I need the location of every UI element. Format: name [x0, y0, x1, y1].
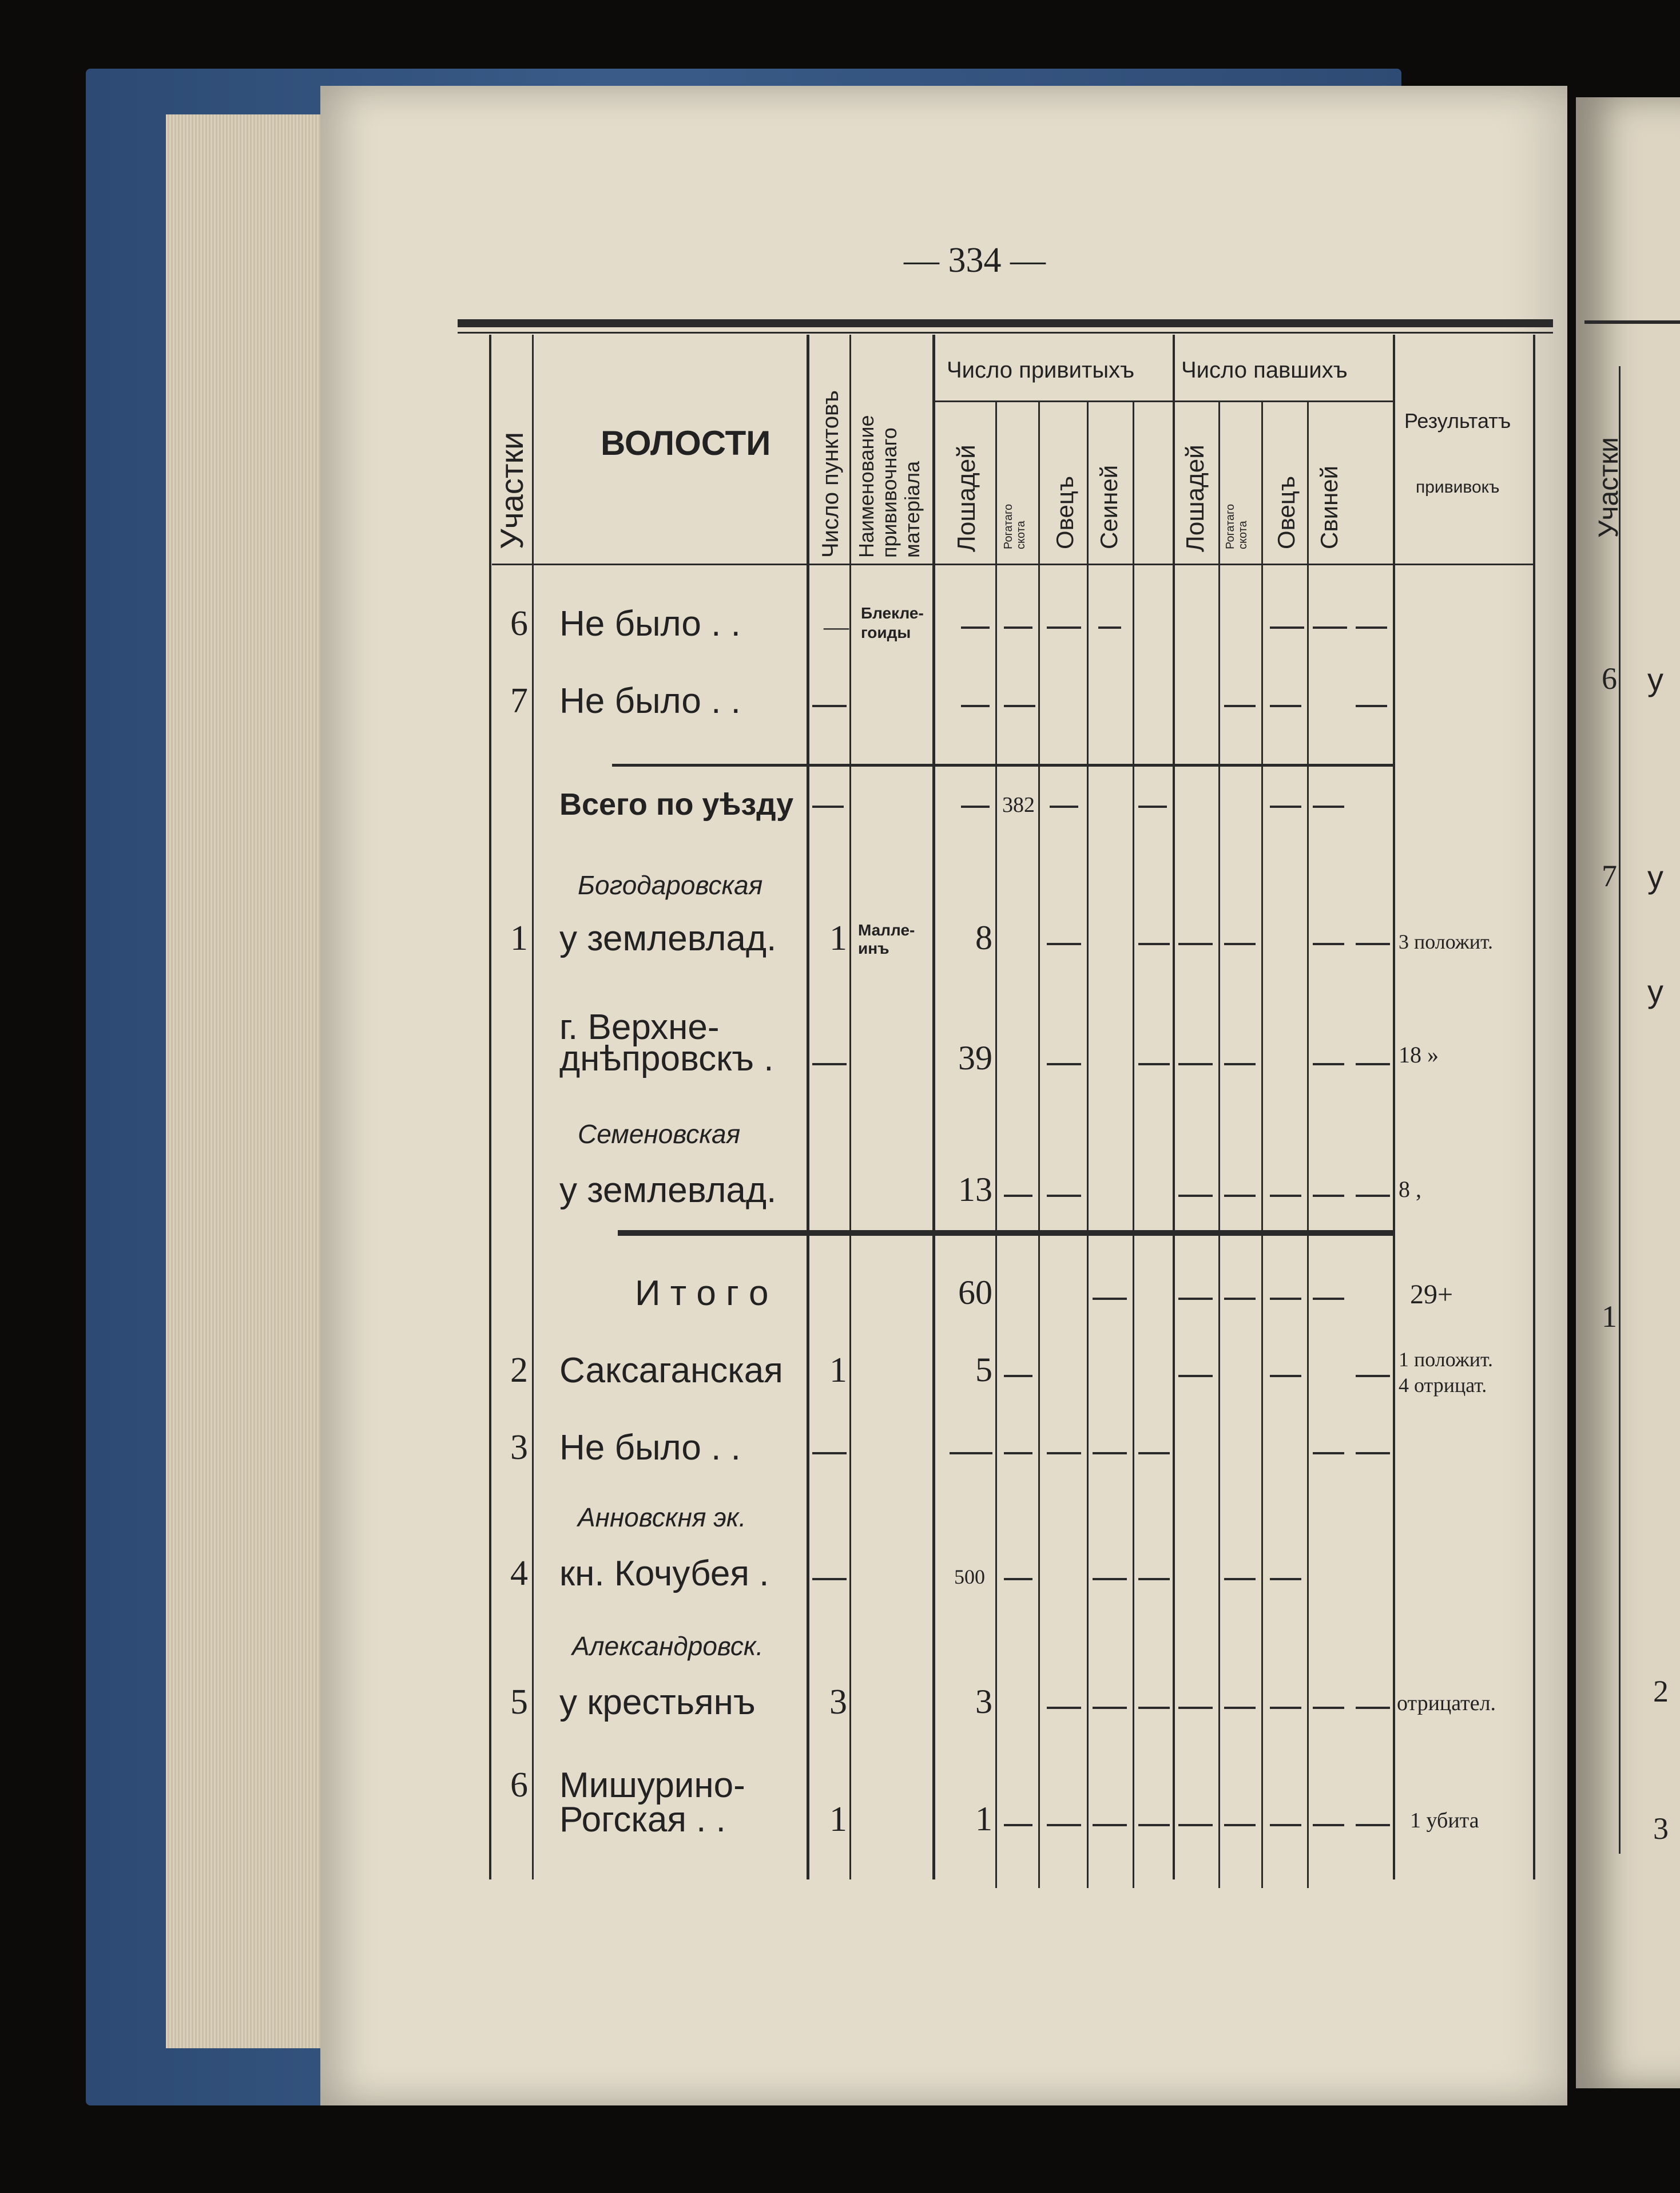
vline-group	[1173, 335, 1175, 1879]
dash	[1356, 705, 1387, 707]
next-page-header: Участки	[1594, 437, 1624, 538]
dash	[1356, 1707, 1390, 1709]
vline-names	[807, 335, 809, 1879]
table-top-rule	[458, 319, 1553, 327]
header-p-loshadey: Лошадей	[1181, 445, 1209, 552]
row1-material: Блекле- гоиды	[861, 604, 924, 641]
header-volosti: ВОЛОСТИ	[601, 424, 771, 462]
dash	[1093, 1824, 1127, 1826]
next-r2: 7	[1602, 859, 1617, 893]
row2-name: Не было . .	[559, 681, 741, 721]
hline-privitykh	[935, 400, 1393, 402]
row4-losh: 8	[975, 919, 992, 957]
dash	[1313, 1707, 1344, 1709]
dash	[1356, 626, 1387, 629]
dash	[1138, 1578, 1170, 1580]
dash	[1270, 705, 1301, 707]
dash	[1047, 1452, 1081, 1454]
dash	[1093, 1578, 1127, 1580]
dash	[1270, 1707, 1301, 1709]
dash	[1270, 1298, 1301, 1300]
next-r4: 1	[1602, 1299, 1617, 1334]
dash	[1047, 626, 1081, 629]
dash	[1138, 943, 1170, 945]
row4-material: Малле- инъ	[858, 921, 915, 957]
vline-losh	[995, 400, 997, 1888]
row8-punkt: 1	[829, 1351, 847, 1390]
dash	[1093, 1452, 1127, 1454]
row5-name2: днѣпровскъ .	[559, 1039, 774, 1078]
dash	[1224, 1063, 1256, 1065]
row6-result: 8 ,	[1399, 1176, 1421, 1202]
dash	[1356, 1375, 1390, 1377]
row8-uch: 2	[510, 1351, 528, 1390]
row4-result: 3 положит.	[1399, 930, 1494, 953]
dash	[1224, 943, 1256, 945]
vline-p-rog	[1218, 400, 1220, 1888]
header-pavshikh: Число павшихъ	[1181, 358, 1348, 383]
row11-losh: 3	[975, 1683, 992, 1720]
dash	[1138, 806, 1167, 808]
row12-result: 1 убита	[1410, 1809, 1479, 1833]
row7-result: 29+	[1410, 1279, 1453, 1310]
row11-result: отрицател.	[1397, 1691, 1496, 1715]
row12-name2: Рогская . .	[559, 1800, 726, 1839]
row9-uch: 3	[510, 1428, 528, 1467]
dash	[1356, 1063, 1390, 1065]
dash	[1313, 1063, 1344, 1065]
row4-punkt: 1	[829, 919, 847, 958]
header-privivok: прививокъ	[1416, 478, 1500, 497]
vline-result	[1393, 335, 1395, 1879]
dash	[1098, 626, 1121, 629]
header-uchastki: Участки	[494, 431, 530, 549]
vline-sviney	[1133, 400, 1134, 1888]
header-rezultat: Результатъ	[1404, 409, 1511, 433]
next-page-rule	[1584, 320, 1680, 324]
row10-uch: 4	[510, 1554, 528, 1593]
page-number: — 334 —	[904, 241, 1046, 280]
dash	[1356, 943, 1390, 945]
dash	[1224, 1195, 1256, 1197]
next-r6: 3	[1653, 1811, 1669, 1846]
dash	[1313, 1298, 1344, 1300]
dash	[1178, 1824, 1213, 1826]
next-page-edge	[1576, 97, 1680, 2088]
header-p-sviney: Свиней	[1316, 465, 1343, 549]
row5-result: 18 »	[1399, 1042, 1439, 1068]
row6-losh: 13	[958, 1171, 992, 1208]
dash	[1356, 1824, 1390, 1826]
row3-name: Всего по уѣзду	[559, 787, 794, 822]
row8-name: Саксаганская	[559, 1351, 783, 1390]
row1-punkt: —	[824, 613, 849, 641]
dash	[1313, 1452, 1344, 1454]
dash	[1004, 1195, 1032, 1197]
dash	[1004, 1824, 1032, 1826]
dash	[1138, 1063, 1170, 1065]
next-r1: 6	[1602, 661, 1617, 696]
dash	[1178, 1195, 1213, 1197]
dash	[1138, 1452, 1170, 1454]
dash	[812, 705, 847, 707]
header-chislo-punktov: Число пунктовъ	[818, 390, 843, 558]
dash	[1004, 705, 1035, 707]
dash	[1138, 1707, 1170, 1709]
vline-p-ovets	[1261, 400, 1263, 1888]
row7-name: И т о г о	[635, 1274, 769, 1313]
row12-name1: Мишурино-	[559, 1766, 745, 1805]
dash	[961, 806, 990, 808]
dash	[1356, 1195, 1390, 1197]
row11-punkt: 3	[829, 1683, 847, 1722]
dash	[1047, 1195, 1081, 1197]
dash	[1224, 1298, 1256, 1300]
row5-losh: 39	[958, 1039, 992, 1077]
dash	[961, 626, 990, 629]
dash	[1093, 1707, 1127, 1709]
next-r5: 2	[1653, 1674, 1669, 1708]
dash	[1313, 806, 1344, 808]
dash	[1047, 943, 1081, 945]
dash	[961, 705, 990, 707]
dash	[1270, 626, 1304, 629]
vline-punkt	[849, 335, 851, 1879]
vline-right	[1533, 335, 1535, 1879]
table-top-rule-thin	[458, 332, 1553, 334]
dash	[1047, 1824, 1081, 1826]
dash	[1224, 1707, 1256, 1709]
row6-subtitle: Семеновская	[578, 1119, 741, 1149]
dash	[1270, 1375, 1301, 1377]
header-sviney-privitykh: Сеиней	[1095, 465, 1122, 549]
dash	[1178, 1063, 1213, 1065]
row9-name: Не было . .	[559, 1428, 741, 1468]
vline-ovets	[1087, 400, 1089, 1888]
dash	[812, 806, 844, 808]
next-page-vline	[1619, 366, 1621, 1854]
row10-name: кн. Кочубея .	[559, 1554, 769, 1593]
dash	[950, 1452, 992, 1454]
book-page	[320, 86, 1567, 2105]
dash	[1093, 1298, 1127, 1300]
dash	[1004, 626, 1032, 629]
page-edges	[166, 114, 337, 2048]
total-rule	[618, 1230, 1393, 1236]
row12-uch: 6	[510, 1766, 528, 1805]
row2-uch: 7	[510, 681, 528, 720]
dash	[1178, 1375, 1213, 1377]
dash	[812, 1578, 847, 1580]
dash	[1047, 1063, 1081, 1065]
dash	[1050, 806, 1078, 808]
dash	[1004, 1452, 1032, 1454]
dash	[1224, 705, 1256, 707]
dash	[1178, 1298, 1213, 1300]
row1-name: Не было . .	[559, 604, 741, 644]
dash	[1004, 1578, 1032, 1580]
header-privitykh: Число привитыхъ	[947, 358, 1135, 383]
dash	[1178, 1707, 1213, 1709]
dash	[1270, 1578, 1301, 1580]
vline-material	[932, 335, 935, 1879]
vline-p-sviney	[1307, 400, 1309, 1888]
vline-left	[489, 335, 491, 1879]
dash	[1313, 626, 1347, 629]
header-p-rogatogo: Рогатаго скота	[1224, 503, 1249, 549]
dash	[1270, 1824, 1301, 1826]
dash	[1138, 1824, 1170, 1826]
dash	[1004, 1375, 1032, 1377]
dash	[1224, 1578, 1256, 1580]
dash	[1313, 943, 1344, 945]
vline-uch	[532, 335, 534, 1879]
dash	[1178, 943, 1213, 945]
vline-rog	[1038, 400, 1040, 1888]
row7-losh: 60	[958, 1274, 992, 1311]
row5-name1: г. Верхне-	[559, 1008, 720, 1047]
header-rogatogo: Рогатаго скота	[1002, 503, 1027, 549]
row4-uch: 1	[510, 919, 528, 958]
row11-name: у крестьянъ	[559, 1683, 756, 1722]
row1-uch: 6	[510, 604, 528, 643]
dash	[812, 1452, 847, 1454]
dash	[1270, 806, 1301, 808]
row8-result1: 1 положит.	[1399, 1348, 1494, 1371]
next-r3-name: у	[1647, 973, 1663, 1009]
row4-subtitle: Богодаровская	[578, 870, 763, 900]
header-loshadey: Лошадей	[952, 445, 980, 552]
row12-losh: 1	[975, 1800, 992, 1838]
dash	[1313, 1195, 1344, 1197]
next-r1-name: у	[1647, 661, 1663, 697]
row10-subtitle: Анновскня эк.	[578, 1502, 746, 1532]
header-bottom-rule	[492, 564, 1533, 565]
row6-name: у землевлад.	[559, 1171, 777, 1210]
header-naimenovanie: Наименование прививочнаго матеріала	[855, 415, 924, 558]
next-r2-name: у	[1647, 859, 1663, 895]
dash	[812, 1063, 847, 1065]
dash	[1224, 1824, 1256, 1826]
row8-result2: 4 отрицат.	[1399, 1374, 1487, 1397]
row3-rog: 382	[1002, 793, 1035, 817]
header-p-ovets: Овецъ	[1273, 475, 1300, 549]
row2-rule	[612, 764, 1393, 767]
row12-punkt: 1	[829, 1800, 847, 1839]
row8-losh: 5	[975, 1351, 992, 1389]
row11-uch: 5	[510, 1683, 528, 1722]
header-ovets: Овецъ	[1051, 475, 1078, 549]
dash	[1313, 1824, 1344, 1826]
dash	[1270, 1195, 1301, 1197]
dash	[1356, 1452, 1390, 1454]
row10-losh: 500	[954, 1565, 985, 1588]
row4-name: у землевлад.	[559, 919, 777, 958]
dash	[1047, 1707, 1081, 1709]
row11-subtitle: Александровск.	[572, 1631, 764, 1661]
